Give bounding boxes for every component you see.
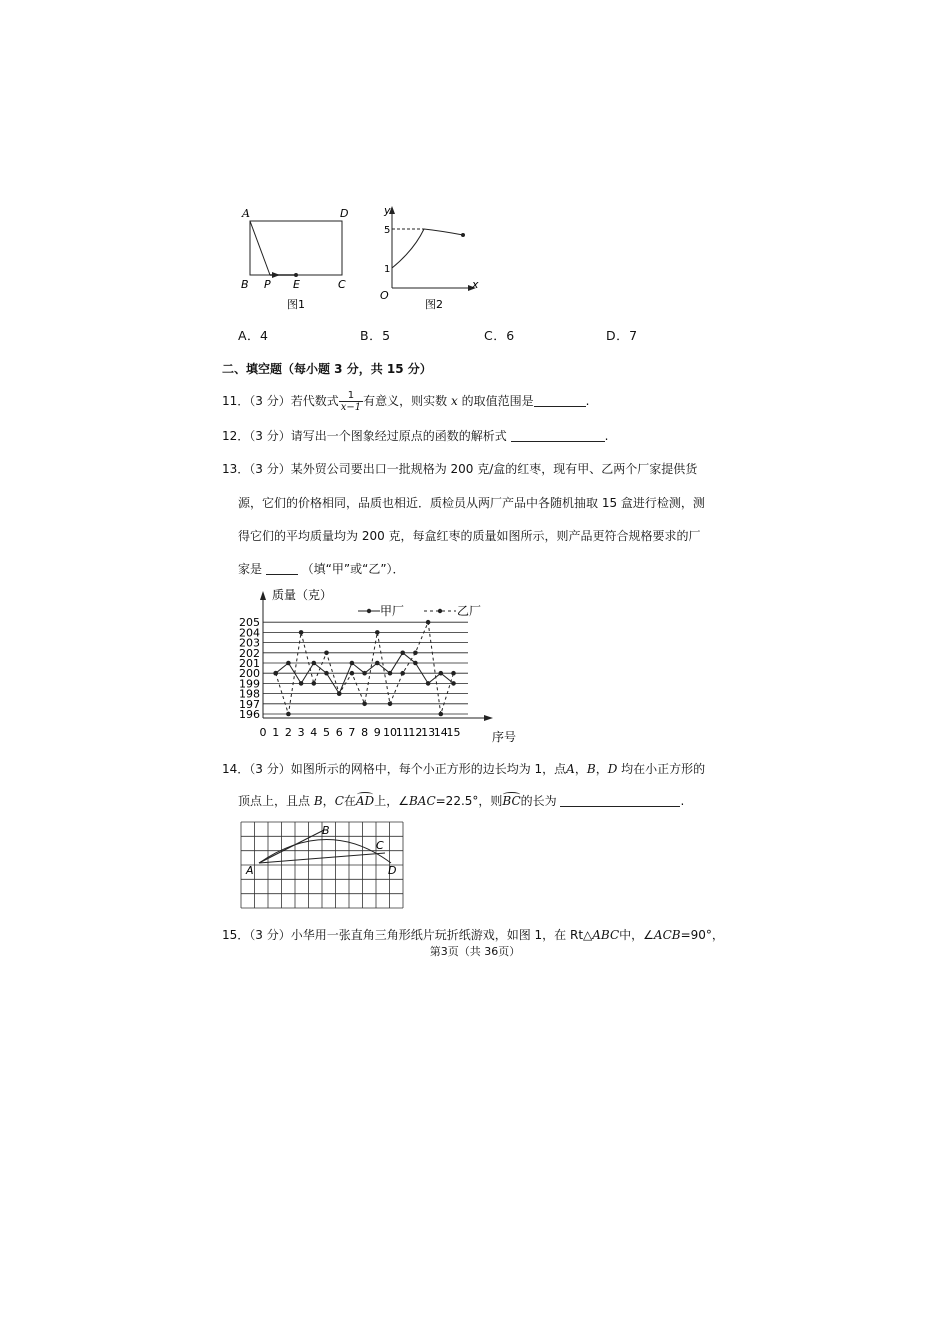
chart-y-arrow-icon <box>260 591 266 600</box>
q14-point-b: B <box>586 762 596 776</box>
data-point-jia <box>400 651 405 656</box>
q11-tail: 的取值范围是 <box>461 394 534 408</box>
y-tick-label: 196 <box>239 708 260 721</box>
grid-label-b: B <box>322 824 330 837</box>
y-tick-label: 200 <box>239 667 260 681</box>
segment-ap <box>250 221 270 275</box>
data-point-yi <box>375 630 380 635</box>
data-point-jia <box>286 661 291 666</box>
q13-answer-blank[interactable] <box>266 562 298 575</box>
figure-1 <box>236 204 356 314</box>
chart-x-label: 序号 <box>492 730 517 744</box>
question-11 <box>222 390 589 413</box>
x-tick-label: 6 <box>335 726 343 739</box>
q13-line-2: 源，它们的价格相同，品质也相近．质检员从两厂产品中各随机抽取 15 盒进行检测，测 <box>238 496 705 510</box>
data-point-yi <box>451 671 456 676</box>
q13-line-3: 得它们的平均质量均为 200 克，每盒红枣的质量如图所示，则产品更符合规格要求的厂 <box>238 529 701 543</box>
data-point-jia <box>362 671 367 676</box>
chart-x-arrow-icon <box>484 715 493 721</box>
x-tick-label: 3 <box>297 726 305 739</box>
y-tick-label: 201 <box>239 657 260 670</box>
chart-y-ticks <box>239 616 260 721</box>
legend-label-jia: 甲厂 <box>380 604 405 618</box>
grid-label-d: D <box>388 864 397 877</box>
q15-triangle-abc: ABC <box>592 928 620 942</box>
label-a: A <box>242 207 250 220</box>
q14-line-2: 顶点上，且点 B，C在AD上，∠BAC=22.5°，则BC的长为 . <box>238 794 685 808</box>
question-15 <box>222 926 724 943</box>
q11-variable: x <box>450 394 458 408</box>
data-point-jia <box>324 671 329 676</box>
label-x: x <box>472 278 479 291</box>
q11-fraction-denominator: x−1 <box>340 402 362 413</box>
q14-angle-bac: BAC <box>408 794 436 808</box>
data-point-jia <box>375 661 380 666</box>
y-tick-label: 203 <box>239 636 260 650</box>
curve-endpoint <box>461 233 465 237</box>
x-tick-label: 2 <box>284 726 292 739</box>
x-tick-label: 5 <box>323 726 330 739</box>
q14-point-b-2: B <box>313 794 323 808</box>
figure-2-caption: 图2 <box>425 298 443 311</box>
q11-answer-blank[interactable] <box>534 394 586 407</box>
data-point-yi <box>337 691 342 696</box>
y-tick-label: 202 <box>239 646 260 660</box>
legend-marker-yi <box>438 609 442 613</box>
x-tick-label: 7 <box>348 726 356 739</box>
data-point-yi <box>400 671 405 676</box>
data-point-yi <box>413 651 418 656</box>
label-p: P <box>264 278 271 291</box>
q11-fraction <box>339 390 363 413</box>
x-tick-label: 10 <box>383 726 397 739</box>
data-point-yi <box>426 620 431 625</box>
q15-tail: =90°， <box>680 928 724 942</box>
q13-line-chart <box>234 584 534 746</box>
x-tick-label: 0 <box>259 726 267 739</box>
data-point-yi <box>350 671 355 676</box>
legend-label-yi: 乙厂 <box>457 604 482 618</box>
q12-text: 12．（3 分）请写出一个图象经过原点的函数的解析式 <box>222 429 507 443</box>
x-tick-label: 8 <box>361 726 369 739</box>
q14-grid-figure <box>238 818 406 912</box>
q13-line-4-prefix: 家是 <box>238 562 263 576</box>
chart-series <box>273 620 455 716</box>
q14-point-d: D <box>607 762 618 776</box>
data-point-yi <box>299 630 304 635</box>
q15-angle-acb: ACB <box>653 928 681 942</box>
point-e <box>294 273 298 277</box>
figure-1-caption: 图1 <box>287 298 305 311</box>
series-line-yi <box>276 622 454 714</box>
choice-b: B．5 <box>360 328 391 343</box>
q14-answer-blank[interactable] <box>560 794 680 807</box>
legend-marker-jia <box>367 609 371 613</box>
x-tick-label: 13 <box>421 726 436 739</box>
q14-line-2-mid: 上，∠ <box>374 794 409 808</box>
function-curve <box>392 229 463 268</box>
y-tick-label: 197 <box>239 697 260 711</box>
data-point-yi <box>324 651 329 656</box>
y-tick-label: 198 <box>239 687 260 701</box>
y-tick-label: 205 <box>239 616 260 630</box>
y-tick-label: 204 <box>239 626 260 640</box>
q14-arc-bc: BC <box>502 794 521 808</box>
figure-2 <box>376 200 486 314</box>
data-point-jia <box>426 681 431 686</box>
legend <box>358 604 481 618</box>
data-point-jia <box>439 671 444 676</box>
data-point-jia <box>299 681 304 686</box>
q14-on: 在 <box>343 794 356 808</box>
q14-line-1: 14．（3 分）如图所示的网格中，每个小正方形的边长均为 1，点A，B，D 均在小正方形的 <box>222 762 706 776</box>
q13-line-1: 13．（3 分）某外贸公司要出口一批规格为 200 克/盒的红枣，现有甲、乙两个厂家提供货 <box>222 462 698 476</box>
arc-ad <box>259 840 391 864</box>
label-o: O <box>380 289 389 302</box>
q14-point-a: A <box>566 762 575 776</box>
x-tick-label: 4 <box>310 726 318 739</box>
q11-fraction-numerator: 1 <box>339 390 363 402</box>
q14-line-1-suffix: 均在小正方形的 <box>621 762 706 776</box>
label-e: E <box>293 278 300 291</box>
data-point-yi <box>388 702 393 707</box>
choice-c: C．6 <box>484 328 515 343</box>
x-tick-label: 9 <box>373 726 381 739</box>
grid-label-c: C <box>376 839 384 852</box>
q15-middle: 中，∠ <box>619 928 654 942</box>
data-point-jia <box>312 661 317 666</box>
data-point-yi <box>362 702 367 707</box>
label-b: B <box>241 278 249 291</box>
question-12 <box>222 427 608 444</box>
choice-a: A．4 <box>238 328 269 343</box>
q14-end: . <box>680 794 685 808</box>
q15-text: 15．（3 分）小华用一张直角三角形纸片玩折纸游戏，如图 1，在 Rt△ <box>222 928 593 942</box>
label-c: C <box>338 278 346 291</box>
q14-line-2-prefix: 顶点上，且点 <box>238 794 311 808</box>
x-tick-label: 14 <box>433 726 448 739</box>
data-point-jia <box>388 671 393 676</box>
x-tick-label: 15 <box>446 726 461 739</box>
data-point-yi <box>273 671 278 676</box>
data-point-yi <box>286 712 291 717</box>
x-tick-label: 1 <box>272 726 280 739</box>
data-point-yi <box>439 712 444 717</box>
grid-label-a: A <box>246 864 254 877</box>
y-tick-label: 199 <box>239 677 260 691</box>
label-5: 5 <box>384 225 391 236</box>
data-point-jia <box>350 661 355 666</box>
x-tick-label: 12 <box>408 726 423 739</box>
data-point-yi <box>312 681 317 686</box>
q14-arc-ad: AD <box>355 794 375 808</box>
label-1: 1 <box>384 264 391 275</box>
chart-y-label: 质量（克） <box>272 588 333 602</box>
page-footer: 第3页（共 36页） <box>429 945 521 958</box>
q11-prefix: 11．（3 分）若代数式 <box>222 394 339 408</box>
data-point-jia <box>451 681 456 686</box>
label-y: y <box>384 204 391 217</box>
x-tick-label: 11 <box>395 726 410 739</box>
q12-end: . <box>604 429 609 443</box>
q12-answer-blank[interactable] <box>511 429 605 442</box>
q14-point-c: C <box>334 794 344 808</box>
q13-line-4 <box>238 560 405 577</box>
choice-d: D．7 <box>606 328 638 343</box>
q14-line-1-prefix: 14．（3 分）如图所示的网格中，每个小正方形的边长均为 1，点 <box>222 762 567 776</box>
q14-line-2-tail: 的长为 <box>520 794 557 808</box>
label-d: D <box>340 207 349 220</box>
q11-end: . <box>585 394 590 408</box>
q11-middle: 有意义，则实数 <box>363 394 448 408</box>
rectangle-abcd <box>250 221 342 275</box>
data-point-jia <box>413 661 418 666</box>
segment-ab <box>259 830 324 863</box>
section-title: 二、填空题（每小题 3 分，共 15 分） <box>222 362 432 376</box>
q13-line-4-suffix: （填“甲”或“乙”）． <box>301 562 405 576</box>
q14-angle-value: =22.5°，则 <box>435 794 503 808</box>
chart-x-ticks <box>260 726 461 739</box>
